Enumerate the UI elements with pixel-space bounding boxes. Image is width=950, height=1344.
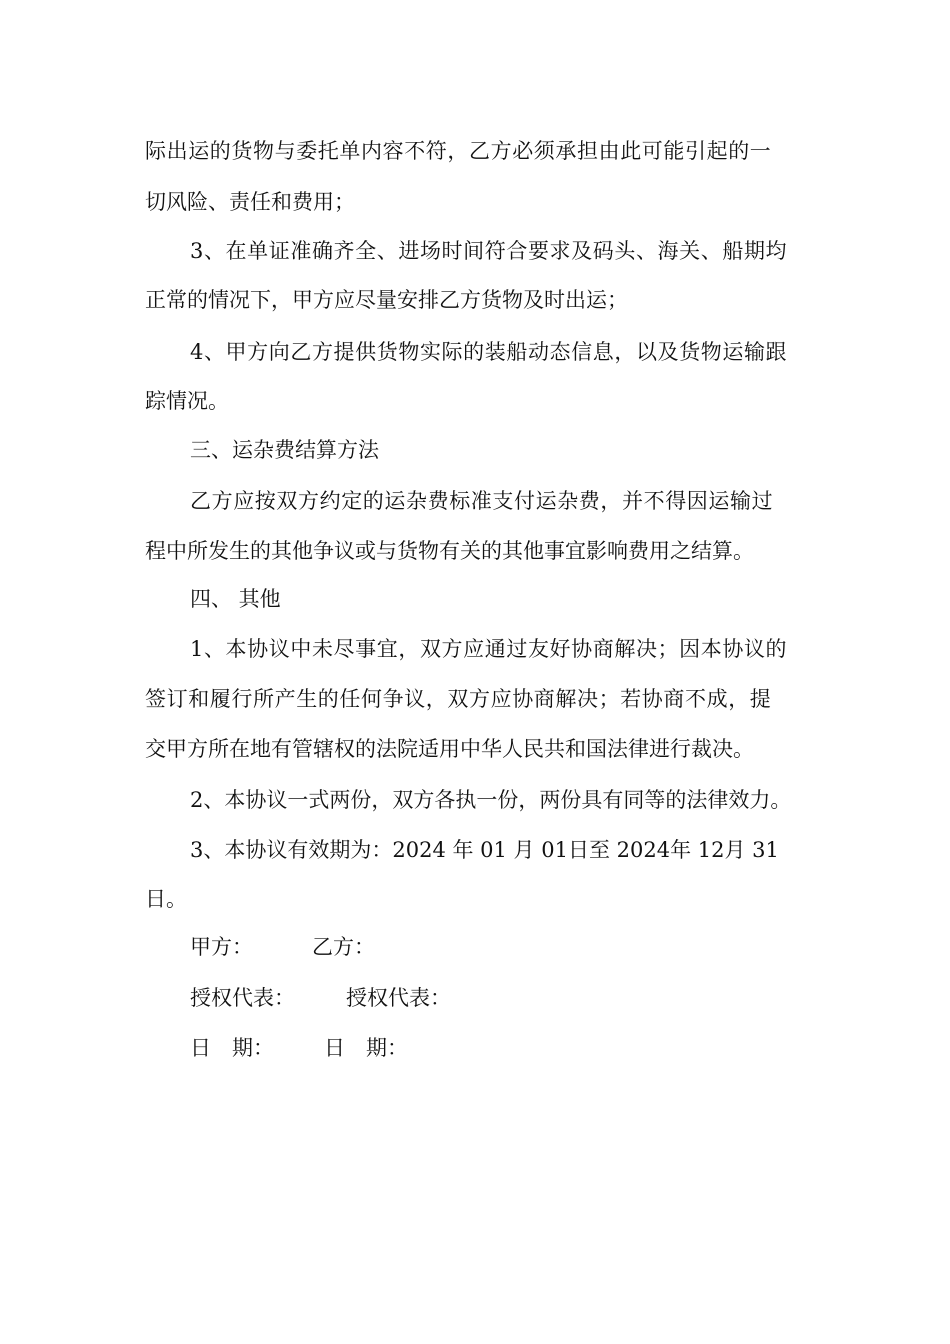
rep-b-label: 授权代表：: [346, 986, 451, 1010]
section-3-line-1: 乙方应按双方约定的运杂费标准支付运杂费，并不得因运输过: [190, 489, 774, 513]
party-b-label: 乙方：: [312, 935, 375, 959]
party-a-label: 甲方：: [190, 935, 253, 959]
body-line-1: 际出运的货物与委托单内容不符，乙方必须承担由此可能引起的一: [145, 139, 772, 163]
clause-4-line-1: 4、甲方向乙方提供货物实际的装船动态信息，以及货物运输跟: [190, 340, 788, 364]
section-3-line-2: 程中所发生的其他争议或与货物有关的其他事宜影响费用之结算。: [145, 539, 754, 563]
section-4-item-2: 2、本协议一式两份，双方各执一份，两份具有同等的法律效力。: [190, 788, 792, 812]
section-4-item-1-line-3: 交甲方所在地有管辖权的法院适用中华人民共和国法律进行裁决。: [145, 737, 754, 761]
section-4-heading: 四、 其他: [190, 587, 281, 611]
clause-3-line-1: 3、在单证准确齐全、进场时间符合要求及码头、海关、船期均: [190, 239, 788, 263]
section-4-item-1-line-1: 1、本协议中未尽事宜，双方应通过友好协商解决；因本协议的: [190, 637, 788, 661]
rep-a-label: 授权代表：: [190, 986, 295, 1010]
clause-3-line-2: 正常的情况下，甲方应尽量安排乙方货物及时出运；: [145, 288, 628, 312]
date-b-label: 日 期：: [324, 1036, 408, 1060]
section-4-item-3-line-2: 日。: [145, 887, 187, 911]
section-3-heading: 三、运杂费结算方法: [190, 438, 379, 462]
date-a-label: 日 期：: [190, 1036, 274, 1060]
section-4-item-1-line-2: 签订和履行所产生的任何争议，双方应协商解决；若协商不成，提: [145, 687, 772, 711]
clause-4-line-2: 踪情况。: [145, 389, 229, 413]
body-line-2: 切风险、责任和费用；: [145, 190, 355, 214]
section-4-item-3-line-1: 3、本协议有效期为：2024 年 01 月 01日至 2024年 12月 31: [190, 838, 779, 862]
